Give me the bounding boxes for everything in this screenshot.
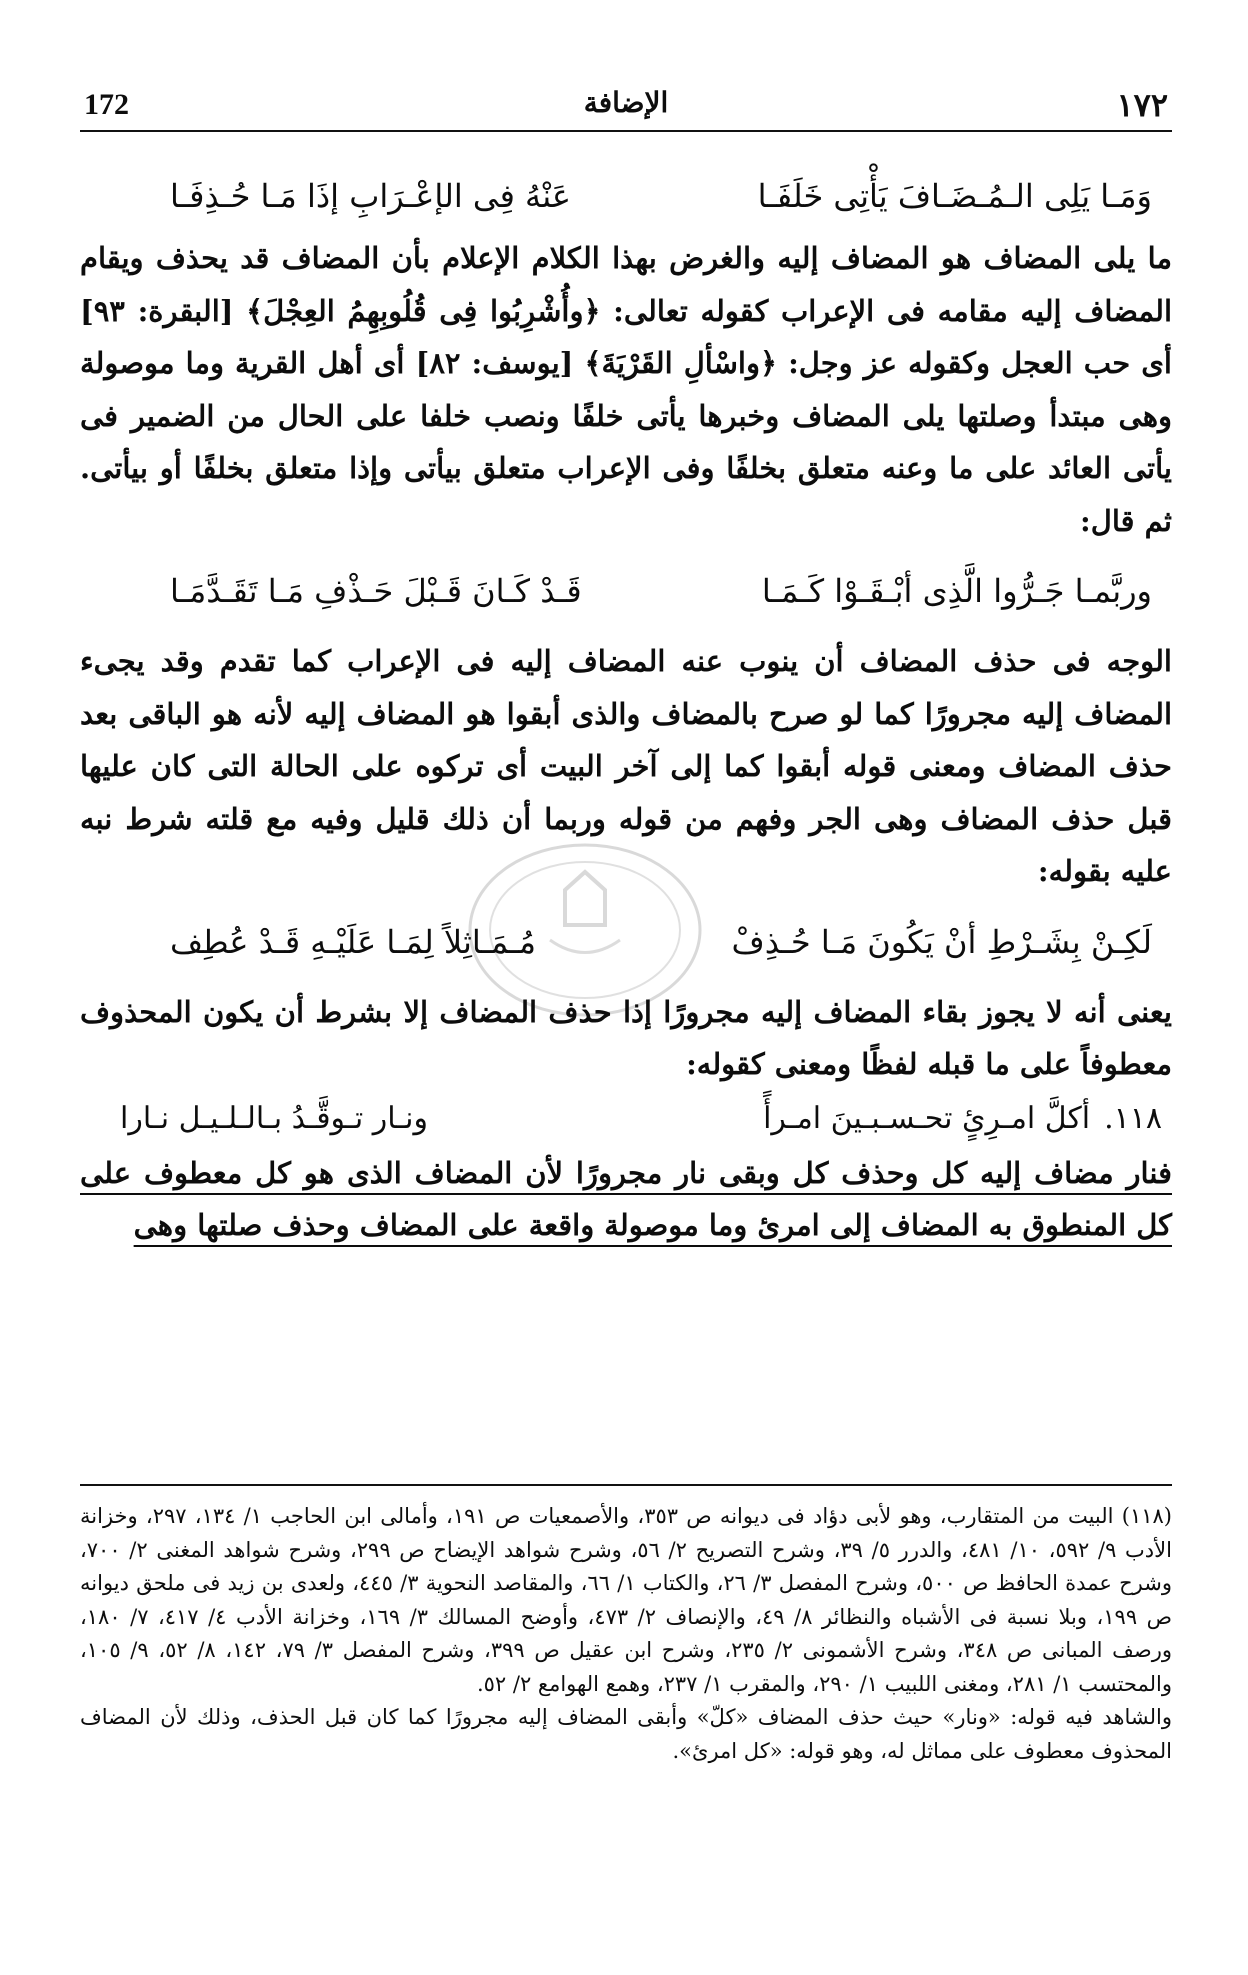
footnote-sources: (١١٨) البيت من المتقارب، وهو لأبى دؤاد فى ديوانه ص ٣٥٣، والأصمعيات ص ١٩١، وأمالى ابن الحاجب ١/ ١٣٤، ٢٩٧، وخزانة الأدب ٩/ ٥٩٢، ١٠/ ٤٨١، والدرر ٥/ ٣٩، وشرح التصريح ٢/ ٥٦، وشرح شواهد الإيضاح ص ٢٩٩، وشرح شواهد المغنى ٢/ ٧٠٠، وشرح عمدة الحافظ ص ٥٠٠، وشرح المفصل ٣/ ٢٦، والكتاب ١/ ٦٦، والمقاصد النحوية ٣/ ٤٤٥، ولعدى بن زيد فى ملحق ديوانه ص ١٩٩، وبلا نسبة فى الأشباه والنظائر ٨/ ٤٩، والإنصاف ٢/ ٤٧٣، وأوضح المسالك ٣/ ١٦٩، وخزانة الأدب ٤/ ٤١٧، ٧/ ١٨٠، ورصف المبانى ص ٣٤٨، وشرح الأشمونى ٢/ ٢٣٥، وشرح ابن عقيل ص ٣٩٩، وشرح المفصل ٣/ ٧٩، ١٤٢، ٨/ ٥٢، ٩/ ١٠٥، والمحتسب ١/ ٢٨١، ومغنى اللبيب ١/ ٢٩٠، والمقرب ١/ ٢٣٧، وهمع الهوامع ٢/ ٥٢.: [80, 1504, 1172, 1696]
verse-second-hemistich: عَنْهُ فِى الإعْـرَابِ إذَا مَـا حُـذِفَـا: [170, 177, 571, 215]
poem-verse: [80, 160, 1172, 232]
verse-second-hemistich: قَـدْ كَـانَ قَـبْلَ حَـذْفِ مَـا تَقَـدَّمَـا: [170, 572, 582, 610]
footnotes: [80, 1500, 1172, 1768]
footnote-separator: [80, 1484, 1172, 1486]
poem-verse: [80, 906, 1172, 978]
numbered-poetic-citation: [80, 1091, 1172, 1147]
commentary-paragraph: الوجه فى حذف المضاف أن ينوب عنه المضاف إليه فى الإعراب كما تقدم وقد يجىء المضاف إليه مجرورًا كما لو صرح بالمضاف والذى أبقوا هو المضاف إليه لأنه هو الباقى بعد حذف المضاف ومعنى قوله أبقوا كما إلى آخر البيت أى تركوه على الحالة التى كان عليها قبل حذف المضاف وهى الجر وفهم من قوله وربما أن ذلك قليل وفيه مع قلته شرط نبه عليه بقوله:: [80, 644, 1172, 888]
commentary-paragraph: يعنى أنه لا يجوز بقاء المضاف إليه مجرورًا إذا حذف المضاف إلا بشرط أن يكون المحذوف معطوفاً على ما قبله لفظًا ومعنى كقوله:: [80, 994, 1172, 1081]
main-text: [80, 160, 1172, 1252]
verse-first-hemistich: لَكِـنْ بِشَـرْطِ أنْ يَكُونَ مَـا حُـذِفْ: [731, 922, 1152, 961]
page-number-latin: 172: [84, 88, 129, 121]
verse-first-hemistich: أكلَّ امـرِئٍ تحـسـبـينَ امـرأً: [763, 1101, 1091, 1136]
verse-first-hemistich: وربَّمـا جَـرُّوا الَّذِى أبْـقَـوْا كَـمَـا: [761, 572, 1152, 610]
header-rule: [80, 130, 1172, 132]
poem-verse: [80, 555, 1172, 627]
footnote-evidence: والشاهد فيه قوله: «ونار» حيث حذف المضاف «كلّ» وأبقى المضاف إليه مجرورًا كما كان قبل الحذف، وذلك لأن المضاف المحذوف معطوف على مماثل له، وهو قوله: «كل امرئ».: [80, 1705, 1172, 1763]
citation-number: ١١٨.: [1104, 1101, 1162, 1136]
commentary-paragraph: ما يلى المضاف هو المضاف إليه والغرض بهذا الكلام الإعلام بأن المضاف قد يحذف ويقام المضاف إليه مقامه فى الإعراب كقوله تعالى: ﴿وأُشْرِبُوا فِى قُلُوبِهِمُ العِجْلَ﴾ [البقرة: ٩٣] أى حب العجل وكقوله عز وجل: ﴿واسْألِ القَرْيَةَ﴾ [يوسف: ٨٢] أى أهل القرية وما موصولة وهى مبتدأ وصلتها يلى المضاف وخبرها يأتى خلفًا ونصب خلفا على الحال من الضمير فى يأتى العائد على ما وعنه متعلق بخلفًا وفى الإعراب متعلق بيأتى وإذا متعلق بخلفًا أو بيأتى. ثم قال:: [80, 241, 1172, 538]
verse-second-hemistich: ونـار تـوقَّـدُ بـالـلـيـل نـارا: [120, 1101, 428, 1136]
verse-first-hemistich: وَمَـا يَلِى الـمُـضَـافَ يَأْتِى خَلَفَـا: [757, 177, 1152, 215]
running-title: الإضافة: [583, 86, 669, 119]
page-header: [80, 82, 1172, 132]
page-number-arabic: ١٧٢: [1116, 86, 1168, 124]
verse-second-hemistich: مُـمَـاثِلاً لِمَـا عَلَيْـهِ قَـدْ عُطِف: [170, 922, 537, 961]
commentary-paragraph: فنار مضاف إليه كل وحذف كل وبقى نار مجرورًا لأن المضاف الذى هو كل معطوف على كل المنطوق به المضاف إلى امرئ وما موصولة واقعة على المضاف وحذف صلتها وهى: [80, 1155, 1172, 1242]
